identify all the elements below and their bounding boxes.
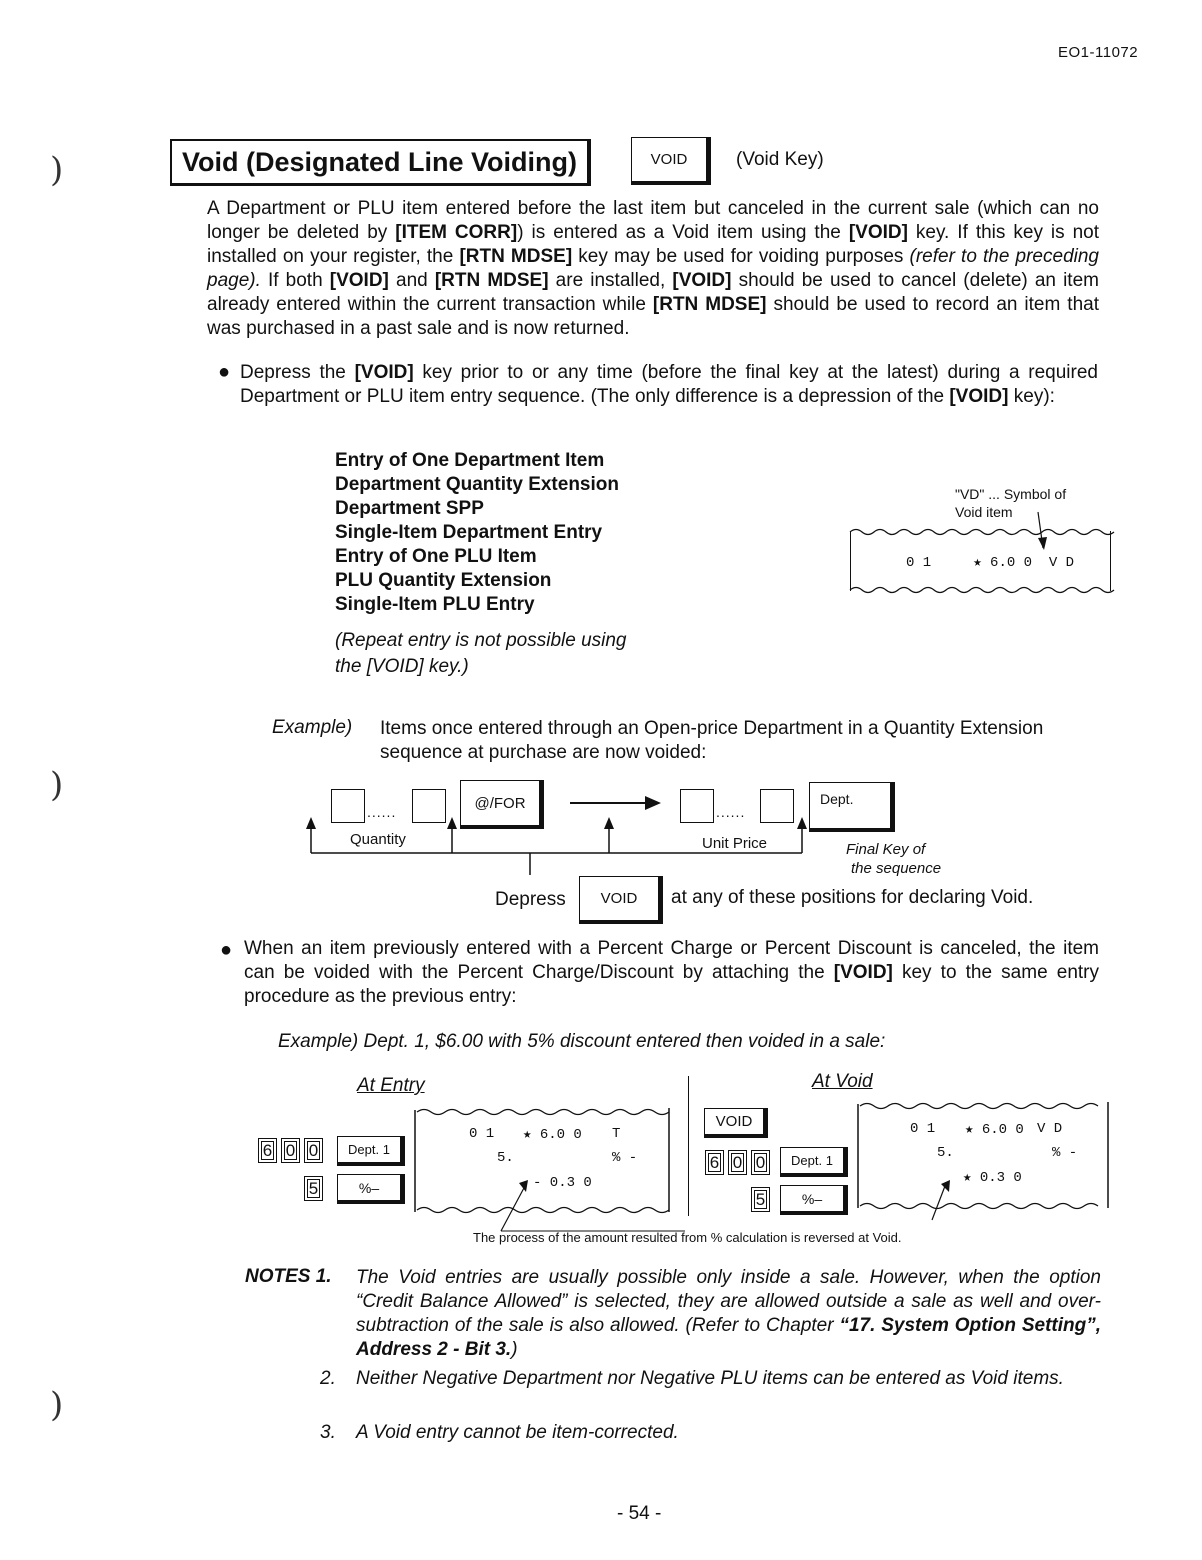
intro-paragraph: A Department or PLU item entered before the last item but canceled in the current sale (which can no longer be deleted by [ITEM CORR]) is entered as a Void item using the [VOID] key. If this key is not installed on your register, the [RTN MDSE] key may be used for voiding purposes (refer to the preceding page). If both [VOID] and [RTN MDSE] are installed, [VOID] should be used to cancel (delete) an item already entered within the current transaction while [RTN MDSE] should be used to record an item that was purchased in a past sale and is now returned. (207, 198, 1100, 339)
binder-mark: ) (50, 765, 64, 805)
for-key-icon: @/FOR (460, 780, 544, 829)
vd-symbol-label: "VD" ... Symbol of Void item (955, 486, 1067, 520)
dept1-key-icon: Dept. 1 (337, 1136, 405, 1166)
reversal-caption: The process of the amount resulted from % calculation is reversed at Void. (473, 1230, 902, 1245)
quantity-label: Quantity (350, 831, 406, 848)
notes-label: NOTES 1. (245, 1266, 332, 1287)
at-entry-heading: At Entry (357, 1075, 425, 1096)
note-2: Neither Negative Department nor Negative PLU items can be entered as Void items. (356, 1368, 1064, 1389)
digit-5-key-icon: 5 (751, 1187, 770, 1212)
receipt-discount: ★ 0.3 0 (963, 1170, 1022, 1186)
receipt-amount: ★ 6.0 0 (523, 1127, 582, 1143)
receipt-percent: % - (612, 1150, 638, 1166)
depress-label: Depress (495, 889, 566, 910)
note-3: A Void entry cannot be item-corrected. (356, 1422, 679, 1443)
binder-mark: ) (50, 1385, 64, 1425)
digit-6-key-icon: 6 (258, 1138, 277, 1163)
example-2-description: Example) Dept. 1, $6.00 with 5% discount entered then voided in a sale: (278, 1031, 886, 1052)
digit-0-key-icon: 0 (304, 1138, 323, 1163)
unit-price-label: Unit Price (702, 835, 768, 852)
dept-key-icon: Dept. (809, 782, 895, 832)
example-label: Example) (272, 717, 353, 738)
receipt-line: 0 1 ★ 6.0 0 V D (906, 555, 1075, 571)
list-item: Department Quantity Extension (335, 474, 619, 495)
void-key-icon: VOID (579, 876, 663, 924)
void-key-description: (Void Key) (736, 149, 824, 170)
digit-0-key-icon: 0 (751, 1150, 770, 1175)
list-item: Single-Item PLU Entry (335, 594, 535, 615)
receipt-rate: 5. (937, 1145, 954, 1161)
bullet-icon: ● (218, 361, 231, 383)
receipt-percent: % - (1052, 1145, 1078, 1161)
digit-6-key-icon: 6 (705, 1150, 724, 1175)
entry-type-list (335, 449, 619, 617)
list-item: Single-Item Department Entry (335, 522, 603, 543)
section-title: Void (Designated Line Voiding) (170, 139, 591, 186)
bullet-icon: ● (220, 939, 233, 961)
list-item: Entry of One Department Item (335, 450, 605, 471)
binder-mark: ) (50, 150, 64, 190)
receipt-discount: - 0.3 0 (533, 1175, 592, 1191)
receipt-line: 0 1 (469, 1126, 495, 1142)
ellipsis-icon: ...... (367, 804, 397, 820)
ellipsis-icon: ...... (716, 804, 746, 820)
note-1: The Void entries are usually possible only inside a sale. However, when the option “Credit Balance Allowed” is selected, they are allowed outside a sale as well and over-subtraction of the sale is also allowed. (Refer to Chapter “17. System Option Setting”, Address 2 - Bit 3.) (356, 1267, 1101, 1360)
percent-minus-key-icon: %– (337, 1174, 405, 1204)
list-item: Department SPP (335, 498, 484, 519)
dept1-key-icon: Dept. 1 (780, 1147, 848, 1177)
receipt-status: T (612, 1126, 621, 1142)
receipt-status: V D (1037, 1121, 1063, 1137)
receipt-line: 0 1 (910, 1121, 936, 1137)
digit-5-key-icon: 5 (304, 1176, 323, 1201)
note-3-number: 3. (320, 1422, 336, 1443)
receipt-amount: ★ 6.0 0 (965, 1122, 1024, 1138)
example-description: Items once entered through an Open-price Department in a Quantity Extension sequence at purchase are now voided: (380, 718, 1044, 763)
digit-0-key-icon: 0 (281, 1138, 300, 1163)
bullet-percent-void: When an item previously entered with a Percent Charge or Percent Discount is canceled, the item can be voided with the Percent Charge/Discount by attaching the [VOID] key to the same entry procedure as the previous entry: (244, 938, 1100, 1007)
digit-0-key-icon: 0 (728, 1150, 747, 1175)
bullet-void-timing: Depress the [VOID] key prior to or any time (before the final key at the latest) during a required Department or PLU item entry sequence. (The only difference is a depression of the [VOID] key): (240, 362, 1098, 407)
document-id: EO1-11072 (1058, 44, 1139, 61)
divider (688, 1076, 689, 1216)
declare-void-text: at any of these positions for declaring Void. (671, 887, 1034, 908)
void-key-icon: VOID (704, 1108, 768, 1138)
receipt-rate: 5. (497, 1150, 514, 1166)
page-number: - 54 - (617, 1503, 662, 1524)
repeat-entry-note: (Repeat entry is not possible using the [VOID] key.) (335, 630, 627, 677)
note-2-number: 2. (320, 1368, 336, 1389)
list-item: Entry of One PLU Item (335, 546, 537, 567)
percent-minus-key-icon: %– (780, 1185, 848, 1215)
void-key-icon: VOID (631, 137, 711, 185)
at-void-heading: At Void (812, 1071, 873, 1092)
list-item: PLU Quantity Extension (335, 570, 552, 591)
final-key-label: Final Key of the sequence (846, 841, 942, 877)
arrow-right-icon (565, 793, 665, 813)
